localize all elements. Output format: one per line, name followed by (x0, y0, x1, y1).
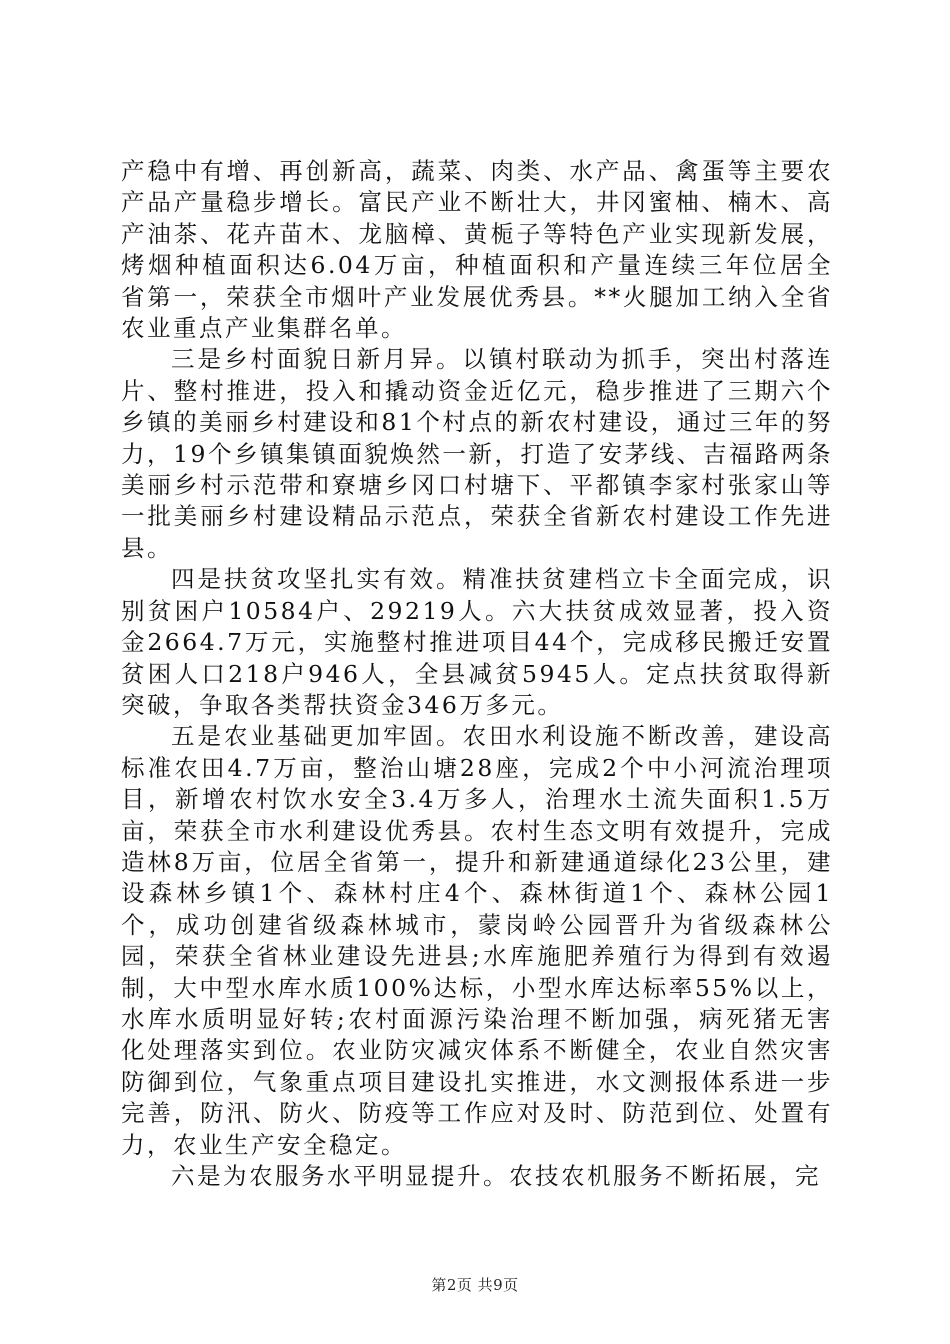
page-footer: 第2页 共9页 (431, 1276, 519, 1294)
document-body (121, 156, 833, 1192)
paragraph-5: 六是为农服务水平明显提升。农技农机服务不断拓展，完 (171, 1162, 821, 1190)
paragraph-2: 三是乡村面貌日新月异。以镇村联动为抓手，突出村落连片、整村推进，投入和撬动资金近亿元，稳步推进了三期六个乡镇的美丽乡村建设和81个村点的新农村建设，通过三年的努力，19个乡镇集镇面貌焕然一新，打造了安茅线、吉福路两条美丽乡村示范带和寮塘乡冈口村塘下、平都镇李家村张家山等一批美丽乡村建设精品示范点，荣获全省新农村建设工作先进县。 (121, 345, 833, 562)
paragraph-4: 五是农业基础更加牢固。农田水利设施不断改善，建设高标准农田4.7万亩，整治山塘28座，完成2个中小河流治理项目，新增农村饮水安全3.4万多人，治理水土流失面积1.5万亩，荣获全市水利建设优秀县。农村生态文明有效提升，完成造林8万亩，位居全省第一，提升和新建通道绿化23公里，建设森林乡镇1个、森林村庄4个、森林街道1个、森林公园1个，成功创建省级森林城市，蒙岗岭公园晋升为省级森林公园，荣获全省林业建设先进县;水库施肥养殖行为得到有效遏制，大中型水库水质100%达标，小型水库达标率55%以上，水库水质明显好转;农村面源污染治理不断加强，病死猪无害化处理落实到位。农业防灾减灾体系不断健全，农业自然灾害防御到位，气象重点项目建设扎实推进，水文测报体系进一步完善，防汛、防火、防疫等工作应对及时、防范到位、处置有力，农业生产安全稳定。 (121, 722, 833, 1159)
paragraph-1: 产稳中有增、再创新高，蔬菜、肉类、水产品、禽蛋等主要农产品产量稳步增长。富民产业不断壮大，井冈蜜柚、楠木、高产油茶、花卉苗木、龙脑樟、黄栀子等特色产业实现新发展，烤烟种植面积达6.04万亩，种植面积和产量连续三年位居全省第一，荣获全市烟叶产业发展优秀县。**火腿加工纳入全省农业重点产业集群名单。 (121, 157, 833, 343)
paragraph-3: 四是扶贫攻坚扎实有效。精准扶贫建档立卡全面完成，识别贫困户10584户、29219人。六大扶贫成效显著，投入资金2664.7万元，实施整村推进项目44个，完成移民搬迁安置贫困人口218户946人，全县减贫5945人。定点扶贫取得新突破，争取各类帮扶资金346万多元。 (121, 565, 833, 719)
